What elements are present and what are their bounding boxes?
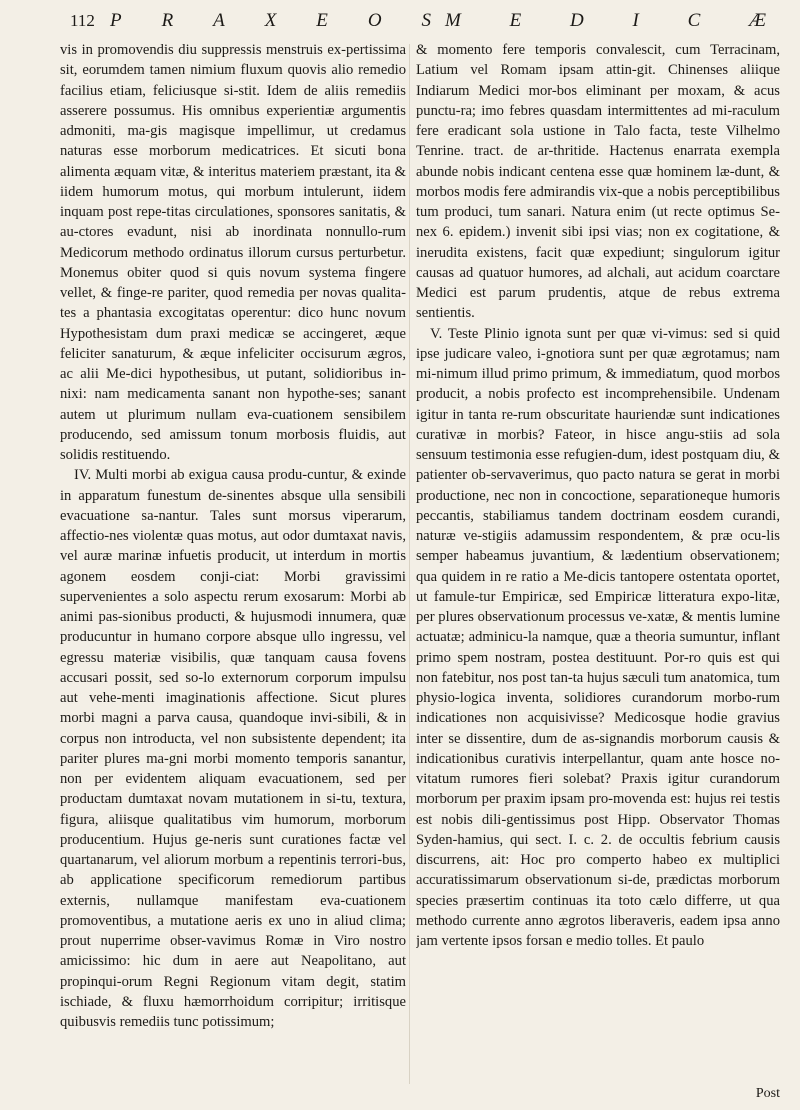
running-letter: E: [316, 10, 334, 31]
paragraph: IV. Multi morbi ab exigua causa produ-cuntur, & exinde in apparatum funestum de-sinentes absque ulla sensibili evacuatione sa-nantur. Tales sunt morsus viperarum, affectio-nes violentæ quas motus, aut odor dumtaxat navis, vel auræ marinæ infuetis producit, ut interdum in mortis agonem eosdem conji-ciat: Morbi gravissimi supervenientes a solo aspectu rerum exosarum: Morbi ab animi pas-sionibus producti, & hujusmodi innumera, quæ producuntur in humano corpore absque ullo ingressu, vel egressu materiæ visibilis, quæ tanquam causa fovens accusari possit, sed so-lo externorum corporum impulsu aut vehe-menti imaginationis affectione. Sicut plures morbi magni a parva causa, quandoque invi-sibili, & in corpus non introducta, vel non subsistente dependent; ita pariter plures ma-gni morbi momento temporis sanantur, non per evidentem aliquam evacuationem, sed per productam dumtaxat novam mutationem in si-tu, textura, figura, aliisque qualitatibus vim humorum, morborum producentium. Hujus ge-neris sunt curationes factæ vel quartanarum, vel aliorum morbum a repentinis terrori-bus, ab applicatione specificorum remediorum partibus externis, nullamque manifestam eva-cuationem promoventibus, a mutatione aeris ex uno in aliud clima; prout nuperrime obser-vavimus Romæ in Viro nostro amicissimo: hic dum in aere aut Neapolitano, aut propinqui-orum Regni Regionum vitam degit, statim ischiade, & fluxu hæmorrhoidum corripitur; irritisque quibusvis remediis tunc potissimum;: [60, 467, 406, 1030]
running-letter: C: [687, 10, 707, 31]
running-letter: P: [110, 10, 128, 31]
running-letter: Æ: [749, 10, 772, 31]
paragraph: & momento fere temporis convalescit, cum Terracinam, Latium vel Romam ipsam attin-git. Chinenses aliique Indiarum Medici mor-bos eliminant per moxam, & acus punctu-ra; imo febres quasdam intermittentes ad mi-raculum fere eradicant sola ustione in Talo facta, teste Vilhelmo Tenrine. tract. de ar-thritide. Hactenus enarrata exempla abunde nobis indicant centena esse quæ hominem læ-dunt, & morbos modis fere admirandis vix-que a nobis perceptibilibus tum produci, tum sanari. Natura enim (ut recte optimus Se-nex 6. epidem.) invenit sibi ipsi vias; non ex cogitatione, & inerudita existens, facit quæ expediunt; singulorum igitur causas ad quatuor humores, ad alchali, aut acidum coarctare Medici est parum prudentis, atque de rebus extrema sentientis.: [416, 42, 780, 322]
page-number: 112: [70, 11, 95, 30]
text-column-left: [60, 40, 406, 1102]
running-title-left: [110, 10, 445, 32]
running-letter: E: [509, 10, 528, 31]
catchword: Post: [755, 1086, 780, 1101]
running-letter: R: [161, 10, 180, 31]
running-letter: I: [632, 10, 645, 31]
paragraph: vis in promovendis diu suppressis menstruis ex-pertissima sit, eorumdem tamen nimium fluxum quovis alio remedio facilius etiam, feliciusque si-stit. Idem de aliis remediis asserere possumus. His omnibus experientiæ argumentis admoniti, ma-gis magisque impellimur, ut credamus naturas esse morborum medicatrices. Et sicuti bona alimenta æquam vitæ, & interitus materiem præstant, ita & iidem humorum motus, qui morbum intulerunt, iidem inquam post repe-titas circulationes, sponsores sanitatis, & au-ctores evadunt, nisi ab inordinata nonnullo-rum Medicorum methodo ordinatus illorum cursus perturbetur. Monemus obiter quod si quis novum systema fingere vellet, & finge-re pariter, quod remedia per novas qualita-tes a phantasia excogitatas operentur: dico hunc novum Hypothesistam dum praxi medicæ se accingeret, æque feliciter sanaturum, & æque infeliciter occisurum ægros, ac alii Me-dici hypothesibus, ut putant, solidioribus in-nixi: nam medicamenta sanant non hypothe-ses; sanant autem ut plurimum nullam eva-cuationem sensibilem producendo, sed amissum tonum morbosis fluidis, aut solidis restituendo.: [60, 42, 406, 463]
running-letter: A: [213, 10, 231, 31]
running-letter: X: [264, 10, 283, 31]
running-letter: O: [367, 10, 388, 31]
running-header: [70, 10, 780, 36]
text-column-right: [416, 40, 780, 1102]
paragraph: V. Teste Plinio ignota sunt per quæ vi-vimus: sed si quid ipse judicare valeo, i-gnotiora sunt per quæ ægrotamus; nam mi-nimum illud primo primum, & immediatum, quod morbos producit, a nobis profecto est incomprehensibile. Undenam igitur in tanta re-rum obscuritate hauriendæ sunt indicationes curativæ in morbis? Fateor, in hisce angu-stiis ad sola sensuum testimonia esse refugien-dum, idest postquam diu, & patienter ob-servaverimus, quo pacto natura se gerat in morbi productione, nec non in concoctione, separationeque humoris peccantis, stabiliamus tandem doctrinam eosdem curandi, naturæ ve-stigiis adamussim respondentem, & præ ocu-lis semper habeamus juvantium, & lædentium observationem; qua quidem in re ratio a Me-dicis tantopere ostentata oportet, ut famule-tur Empiricæ, sed Empiricæ litteratura expo-litæ, per plures observationum processus ve-xatæ, & mentis lumine actuatæ; adminicu-la namque, quæ a theoria sumuntur, inflant primo spem nostram, postea destituunt. Por-ro quis est qui non fatebitur, nos post tan-ta hujus sæculi tum anatomica, tum physio-logica inventa, solidiores curandorum morbo-rum indicationes non acquisivisse? Medicosque hodie gravius inter se dissentire, dum de as-signandis morborum causis & indicationibus curativis interpellantur, quam ante hosce no-vitatum rumores fieri solebat? Praxis igitur curandorum morborum per praxim ipsam pro-movenda est: hujus rei testis est nobis dili-gentissimus post Hipp. Observator Thomas Syden-hamius, qui sect. I. c. 2. de occultis febrium causis discurrens, ait: Hoc pro comperto habeo ex multiplici accuratissimarum observationum si-de, prædictas morborum species præsertim continuas ita toto cælo differre, ut qua methodo currente anno ægrotos liberaveris, eadem ipsa anno jam vertente ipsos forsan e medio tolles. Et paulo: [416, 325, 780, 949]
column-divider: [409, 44, 410, 1084]
running-letter: S: [421, 10, 437, 31]
running-letter: D: [570, 10, 590, 31]
running-title-right: [445, 10, 780, 32]
running-letter: M: [445, 10, 467, 31]
